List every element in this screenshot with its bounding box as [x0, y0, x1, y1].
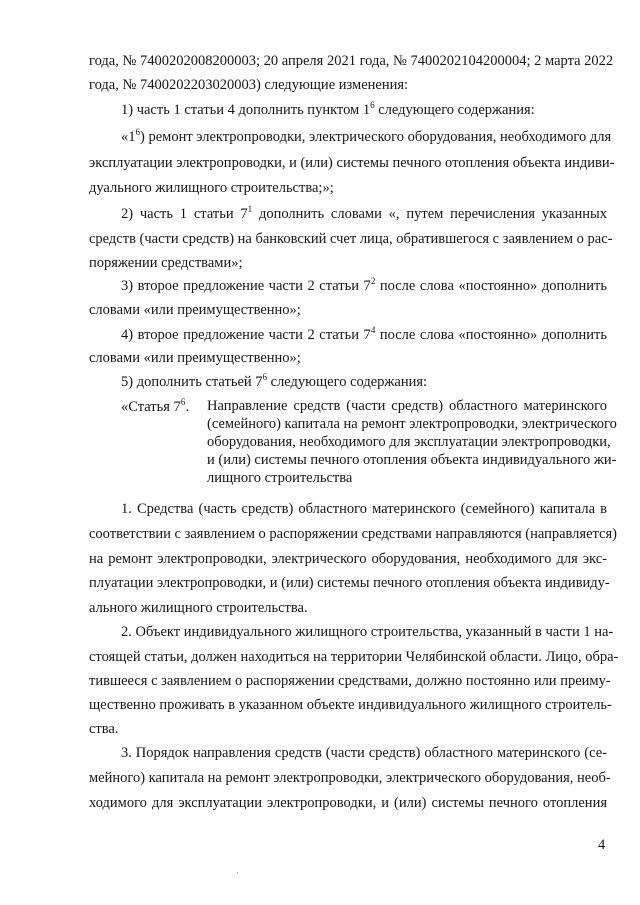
text-line: поряжении средствами»; [89, 255, 243, 271]
text-line: средств (части средств) на банковский счет лица, обратившегося с заявлением о рас- [89, 231, 613, 247]
article-title-line: оборудования, необходимого для эксплуатации электропроводки, [207, 434, 611, 450]
text-line: ального жилищного строительства. [89, 600, 308, 616]
text-line: плуатации электропроводки, и (или) системы печного отопления объекта индивиду- [89, 575, 610, 591]
article-title-line: и (или) системы печного отопления объекта индивидуального жи- [207, 452, 617, 468]
text-line: 3. Порядок направления средств (части средств) областного материнского (се- [121, 745, 607, 761]
text-line: словами «или преимущественно»; [89, 302, 301, 318]
page-number: 4 [598, 837, 606, 853]
text-line: 2. Объект индивидуального жилищного строительства, указанный в части 1 на- [121, 624, 614, 640]
text-line: 3) второе предложение части 2 статьи $7^2$ после слова «постоянно» дополнить [121, 276, 608, 294]
article-title-line: лищного строительства [207, 470, 353, 486]
article-label: «Статья $7^6$. [121, 397, 189, 415]
text-line: 2) часть 1 статьи $7^1$ дополнить словами «, путем перечисления указанных [121, 204, 607, 222]
text-line: стоящей статьи, должен находиться на территории Челябинской области. Лицо, обра- [89, 649, 619, 665]
text-line: года, № 7400202008200003; 20 апреля 2021 года, № 7400202104200004; 2 марта 2022 [89, 53, 614, 69]
text-line: 5) дополнить статьей $7^6$ следующего содержания: [121, 372, 428, 390]
article-title-line: (семейного) капитала на ремонт электропроводки, электрического [207, 416, 617, 432]
text-line: тившееся с заявлением о распоряжении средствами, должно постоянно или преиму- [89, 673, 611, 689]
text-line: ства. [89, 721, 119, 737]
text-line: 4) второе предложение части 2 статьи $7^4$ после слова «постоянно» дополнить [121, 325, 608, 343]
text-line: мейного) капитала на ремонт электропроводки, электрического оборудования, необ- [89, 770, 611, 786]
scan-speck [237, 872, 238, 873]
text-line: 1. Средства (часть средств) областного материнского (семейного) капитала в [121, 501, 607, 517]
text-line: щественно проживать в указанном объекте индивидуального жилищного строитель- [89, 697, 612, 713]
text-line: эксплуатации электропроводки, и (или) системы печного отопления объекта индиви- [89, 155, 615, 171]
text-line: года, № 7400202203020003) следующие изменения: [89, 77, 409, 93]
text-line: ходимого для эксплуатации электропроводки, и (или) системы печного отопления [89, 795, 607, 811]
text-line: дуального жилищного строительства;»; [89, 180, 334, 196]
text-line: 1) часть 1 статьи 4 дополнить пунктом $1^6$ следующего содержания: [121, 100, 535, 118]
text-line: на ремонт электропроводки, электрического оборудования, необходимого для экс- [89, 551, 607, 567]
article-title-line: Направление средств (части средств) областного материнского [207, 398, 607, 414]
text-line: соответствии с заявлением о распоряжении средствами направляются (направляется) [89, 526, 617, 542]
text-line: «$1^6$) ремонт электропроводки, электрического оборудования, необходимого для [121, 127, 612, 145]
text-line: словами «или преимущественно»; [89, 350, 301, 366]
